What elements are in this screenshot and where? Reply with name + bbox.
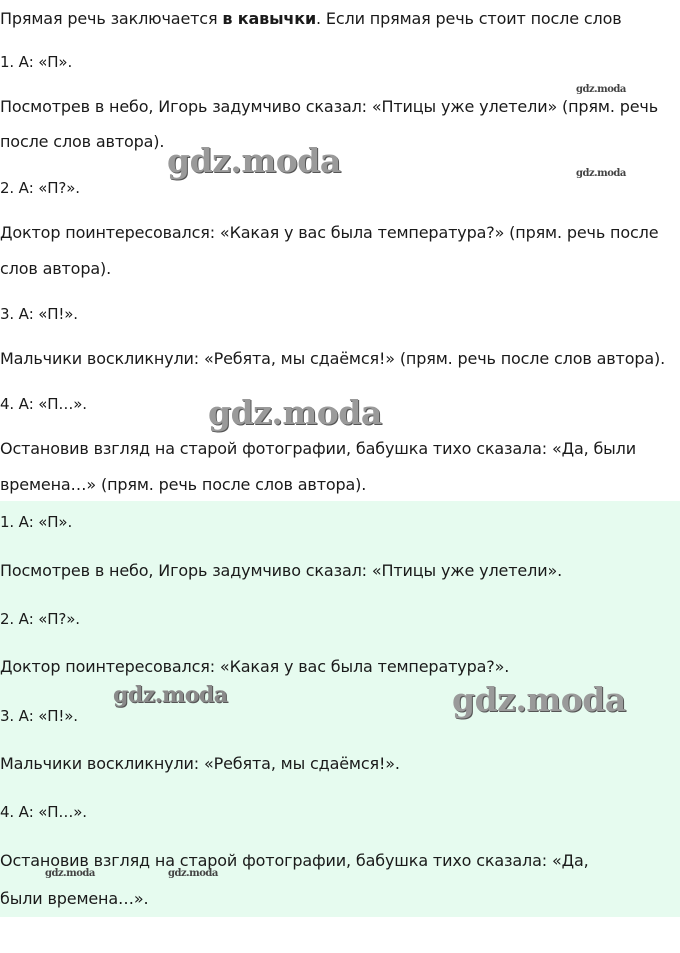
watermark: gdz.moda — [167, 141, 341, 180]
intro-text: Прямая речь заключается в кавычки. Если прямая речь стоит после слов — [0, 9, 622, 28]
answer-scheme-2: 2. А: «П?». — [0, 610, 80, 628]
answer-example-3: Мальчики воскликнули: «Ребята, мы сдаёмся!». — [0, 754, 400, 773]
scheme-2: 2. А: «П?». — [0, 179, 80, 197]
scheme-4: 4. А: «П…». — [0, 395, 87, 413]
example-1-line-1: Посмотрев в небо, Игорь задумчиво сказал: «Птицы уже улетели» (прям. речь — [0, 97, 658, 116]
scheme-3: 3. А: «П!». — [0, 305, 78, 323]
watermark: gdz.moda — [208, 393, 382, 432]
watermark: gdz.moda — [168, 868, 218, 879]
watermark: gdz.moda — [45, 868, 95, 879]
watermark: gdz.moda — [576, 168, 626, 179]
watermark: gdz.moda — [576, 84, 626, 95]
answer-example-4-line-2: были времена…». — [0, 889, 149, 908]
answer-example-1: Посмотрев в небо, Игорь задумчиво сказал: «Птицы уже улетели». — [0, 561, 563, 580]
answer-scheme-1: 1. А: «П». — [0, 513, 73, 531]
scheme-1: 1. А: «П». — [0, 53, 73, 71]
example-4-line-2: времена…» (прям. речь после слов автора). — [0, 475, 367, 494]
intro-bold: в кавычки — [222, 9, 317, 28]
example-4-line-1: Остановив взгляд на старой фотографии, бабушка тихо сказала: «Да, были — [0, 439, 636, 458]
answer-scheme-3: 3. А: «П!». — [0, 707, 78, 725]
watermark: gdz.moda — [452, 680, 626, 719]
answer-scheme-4: 4. А: «П…». — [0, 803, 87, 821]
watermark: gdz.moda — [113, 682, 228, 708]
example-1-line-2: после слов автора). — [0, 132, 165, 151]
example-2-line-1: Доктор поинтересовался: «Какая у вас была температура?» (прям. речь после — [0, 223, 659, 242]
example-2-line-2: слов автора). — [0, 259, 112, 278]
example-3-line-1: Мальчики воскликнули: «Ребята, мы сдаёмся!» (прям. речь после слов автора). — [0, 349, 666, 368]
answer-example-4-line-1: Остановив взгляд на старой фотографии, бабушка тихо сказала: «Да, — [0, 851, 589, 870]
answer-example-2: Доктор поинтересовался: «Какая у вас была температура?». — [0, 657, 510, 676]
